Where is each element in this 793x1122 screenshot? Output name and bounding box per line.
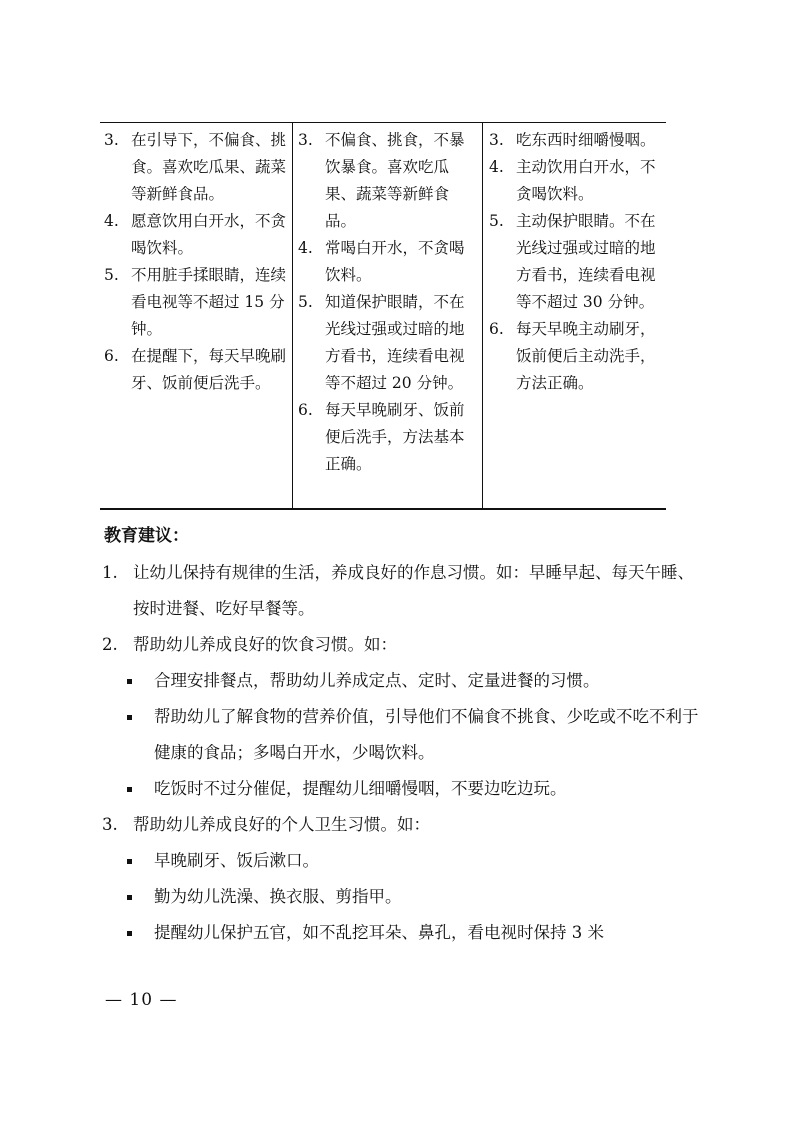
item-text: 每天早晚主动刷牙，饭前便后主动洗手，方法正确。 [516, 320, 656, 392]
table-item [489, 127, 666, 154]
paragraph-text: 帮助幼儿养成良好的饮食习惯。如： [133, 635, 397, 654]
advice-paragraph-3 [102, 807, 704, 843]
paragraph-number: 1. [102, 563, 118, 582]
item-number: 4. [489, 158, 504, 176]
item-number: 3. [298, 131, 313, 149]
paragraph-text: 让幼儿保持有规律的生活，养成良好的作息习惯。如：早睡早起、每天午睡、按时进餐、吃好早餐等。 [133, 563, 694, 618]
table-item [104, 208, 292, 262]
table-item [298, 397, 482, 478]
paragraph-number: 2. [102, 635, 118, 654]
bullet-item [126, 915, 704, 951]
item-number: 6. [298, 401, 313, 419]
bullet-item [126, 843, 704, 879]
table-column-1 [100, 123, 293, 508]
item-text: 在引导下，不偏食、挑食。喜欢吃瓜果、蔬菜等新鲜食品。 [131, 131, 287, 203]
bullet-marker [126, 879, 154, 915]
bullet-item [126, 699, 704, 771]
item-text: 每天早晚刷牙、饭前便后洗手，方法基本正确。 [325, 401, 465, 473]
page-number: — 10 — [105, 990, 178, 1010]
item-text: 不偏食、挑食，不暴饮暴食。喜欢吃瓜果、蔬菜等新鲜食品。 [325, 131, 465, 230]
item-number: 5. [104, 266, 119, 284]
table-item [489, 208, 666, 316]
bullet-item [126, 663, 704, 699]
bullet-text: 早晚刷牙、饭后漱口。 [154, 851, 319, 870]
bullet-text: 帮助幼儿了解食物的营养价值，引导他们不偏食不挑食、少吃或不吃不利于健康的食品；多喝白开水，少喝饮料。 [154, 707, 699, 762]
item-number: 6. [104, 347, 119, 365]
bullet-marker [126, 663, 154, 699]
bullet-text: 吃饭时不过分催促，提醒幼儿细嚼慢咽，不要边吃边玩。 [154, 779, 567, 798]
item-text: 吃东西时细嚼慢咽。 [516, 131, 656, 149]
table-item [298, 235, 482, 289]
item-text: 不用脏手揉眼睛，连续看电视等不超过 15 分钟。 [131, 266, 287, 338]
bullet-item [126, 771, 704, 807]
bullet-marker [126, 699, 154, 771]
bullet-marker [126, 771, 154, 807]
bullet-text: 合理安排餐点，帮助幼儿养成定点、定时、定量进餐的习惯。 [154, 671, 600, 690]
education-advice-section [104, 517, 704, 951]
table-column-2 [293, 123, 483, 508]
bullet-marker [126, 843, 154, 879]
table-item [104, 262, 292, 343]
table-item [489, 316, 666, 397]
item-number: 5. [489, 212, 504, 230]
item-text: 常喝白开水，不贪喝饮料。 [325, 239, 465, 284]
table-item [298, 127, 482, 235]
item-number: 4. [104, 212, 119, 230]
bullet-text: 勤为幼儿洗澡、换衣服、剪指甲。 [154, 887, 402, 906]
advice-paragraph-1 [102, 555, 704, 627]
table-item [104, 343, 292, 397]
table-column-3 [483, 123, 666, 508]
item-number: 6. [489, 320, 504, 338]
item-text: 主动饮用白开水，不贪喝饮料。 [516, 158, 656, 203]
bullet-item [126, 879, 704, 915]
habits-table [100, 122, 666, 510]
bullet-text: 提醒幼儿保护五官，如不乱挖耳朵、鼻孔，看电视时保持 3 米 [154, 923, 604, 942]
table-item [489, 154, 666, 208]
item-number: 4. [298, 239, 313, 257]
item-number: 5. [298, 293, 313, 311]
item-number: 3. [489, 131, 504, 149]
item-text: 知道保护眼睛，不在光线过强或过暗的地方看书，连续看电视等不超过 20 分钟。 [325, 293, 465, 392]
table-item [298, 289, 482, 397]
table-item [104, 127, 292, 208]
bullet-marker [126, 915, 154, 951]
item-text: 主动保护眼睛。不在光线过强或过暗的地方看书，连续看电视等不超过 30 分钟。 [516, 212, 656, 311]
paragraph-text: 帮助幼儿养成良好的个人卫生习惯。如： [133, 815, 430, 834]
advice-paragraph-2 [102, 627, 704, 663]
paragraph-number: 3. [102, 815, 118, 834]
section-heading: 教育建议： [104, 526, 189, 546]
item-text: 在提醒下，每天早晚刷牙、饭前便后洗手。 [131, 347, 287, 392]
item-number: 3. [104, 131, 119, 149]
item-text: 愿意饮用白开水，不贪喝饮料。 [131, 212, 287, 257]
